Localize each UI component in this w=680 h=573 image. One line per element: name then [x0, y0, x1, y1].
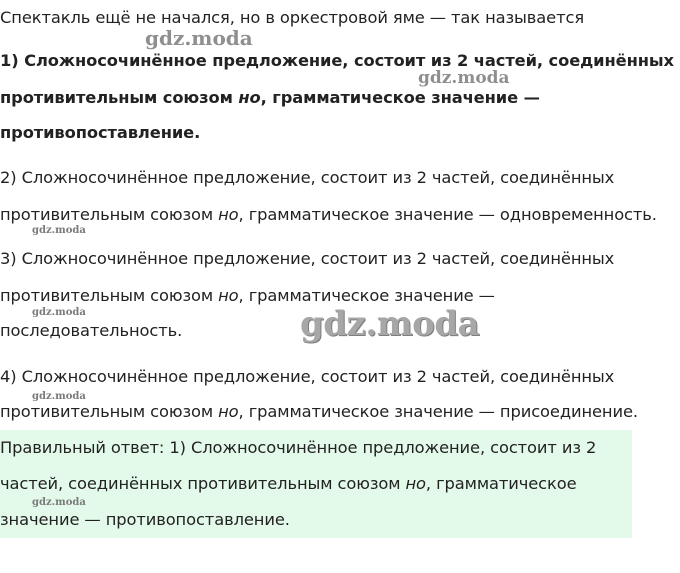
answer-line-2-start: частей, соединённых противительным союзом — [0, 474, 406, 493]
watermark-logo: gdz.moda — [145, 26, 253, 50]
option-3-line-2 — [0, 286, 495, 306]
option-4-line-2-start: противительным союзом — [0, 402, 219, 421]
conjunction-no: но — [218, 402, 239, 421]
option-1-line-2-start: противительным союзом — [0, 88, 239, 107]
intro-text: Спектакль ещё не начался, но в оркестровой яме — так называется — [0, 8, 585, 27]
option-4-line-2-end: , грамматическое значение — присоединение. — [238, 402, 638, 421]
option-4-line-1: 4) Сложносочинённое предложение, состоит из 2 частей, соединённых — [0, 367, 615, 386]
answer-line-2-end: , грамматическое — [425, 474, 577, 493]
watermark-logo: gdz.moda — [32, 307, 86, 318]
option-1-line-1: 1) Сложносочинённое предложение, состоит из 2 частей, соединённых — [0, 51, 674, 70]
conjunction-no: но — [218, 286, 239, 305]
answer-line-1: Правильный ответ: 1) Сложносочинённое предложение, состоит из 2 — [0, 438, 597, 457]
option-1-line-2 — [0, 88, 540, 108]
watermark-logo: gdz.moda — [32, 225, 86, 236]
conjunction-no: но — [218, 205, 239, 224]
answer-line-3: значение — противопоставление. — [0, 510, 290, 529]
conjunction-no: но — [405, 474, 426, 493]
option-2-line-1: 2) Сложносочинённое предложение, состоит из 2 частей, соединённых — [0, 168, 615, 187]
watermark-logo: gdz.moda — [300, 304, 480, 344]
watermark-logo: gdz.moda — [32, 391, 86, 402]
option-3-line-1: 3) Сложносочинённое предложение, состоит из 2 частей, соединённых — [0, 249, 615, 268]
watermark-logo: gdz.moda — [32, 497, 86, 508]
option-2-line-2-end: , грамматическое значение — одновременность. — [238, 205, 657, 224]
option-1-line-3: противопоставление. — [0, 123, 201, 142]
answer-line-2 — [0, 474, 577, 494]
conjunction-no: но — [238, 88, 261, 107]
option-3-line-3: последовательность. — [0, 321, 183, 340]
option-3-line-2-end: , грамматическое значение — — [238, 286, 495, 305]
option-2-line-2-start: противительным союзом — [0, 205, 219, 224]
option-2-line-2 — [0, 205, 657, 225]
option-4-line-2 — [0, 402, 638, 422]
option-1-line-2-end: , грамматическое значение — — [260, 88, 540, 107]
watermark-logo: gdz.moda — [418, 68, 510, 88]
option-3-line-2-start: противительным союзом — [0, 286, 219, 305]
